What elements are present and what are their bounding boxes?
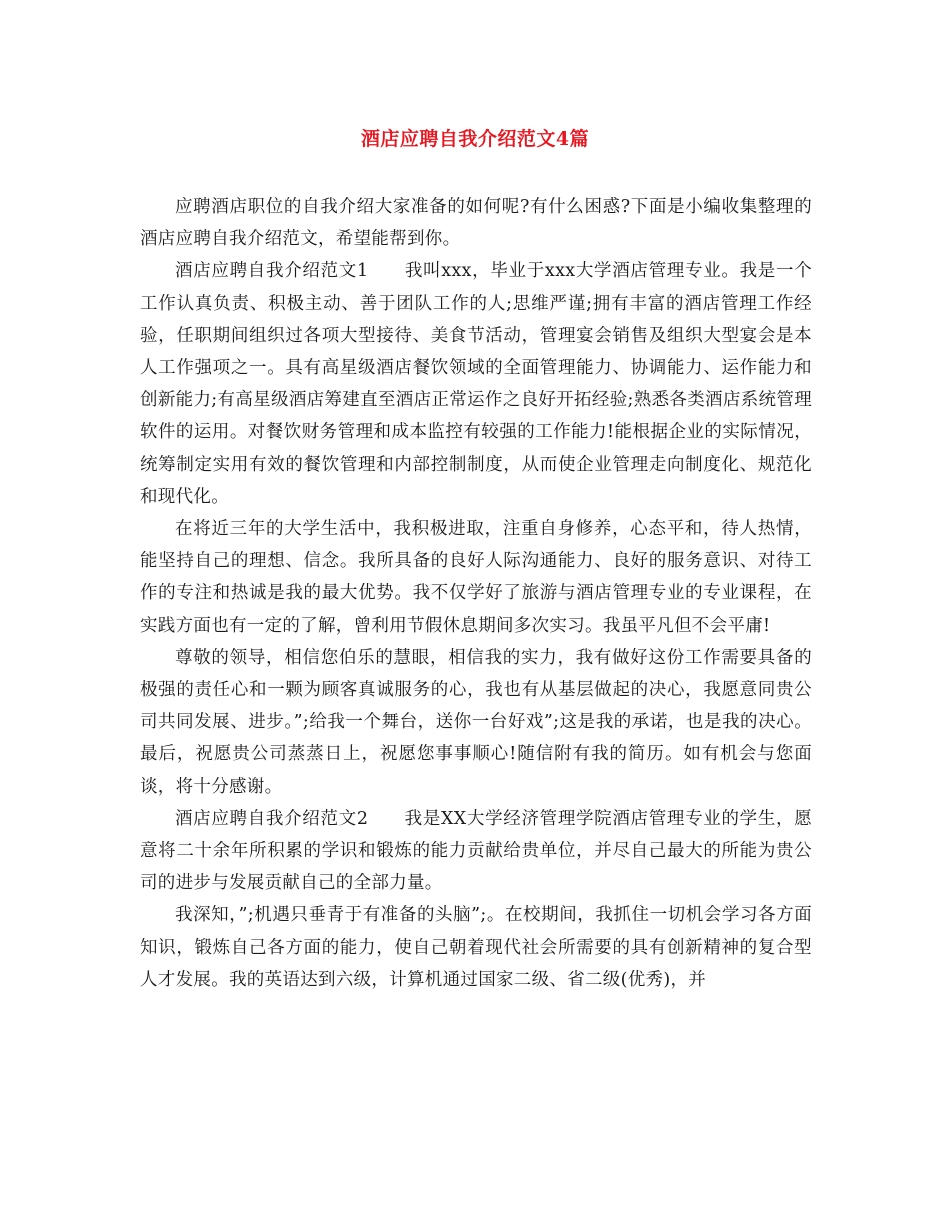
paragraph-text: 我是XX大学经济管理学院酒店管理专业的学生，愿意将二十余年所积累的学识和锻炼的能力贡献给贵单位，并尽自己最大的所能为贵公司的进步与发展贡献自己的全部力量。 [140, 808, 812, 894]
paragraph-school-period [140, 899, 812, 996]
section-heading: 酒店应聘自我介绍范文2 [175, 808, 369, 829]
paragraph-sample-2 [140, 803, 812, 900]
paragraph-text: 尊敬的领导，相信您伯乐的慧眼，相信我的实力，我有做好这份工作需要具备的极强的责任心和一颗为顾客真诚服务的心，我也有从基层做起的决心，我愿意同贵公司共同发展、进步。”;给我一个舞台，送你一台好戏”;这是我的承诺，也是我的决心。最后，祝愿贵公司蒸蒸日上，祝愿您事事顺心!随信附有我的简历。如有机会与您面谈，将十分感谢。 [140, 647, 812, 797]
document-body [140, 191, 812, 996]
paragraph-intro [140, 191, 812, 255]
section-heading: 酒店应聘自我介绍范文1 [175, 261, 369, 282]
paragraph-text: 我叫xxx，毕业于xxx大学酒店管理专业。我是一个工作认真负责、积极主动、善于团队工作的人;思维严谨;拥有丰富的酒店管理工作经验，任职期间组织过各项大型接待、美食节活动，管理宴会销售及组织大型宴会是本人工作强项之一。具有高星级酒店餐饮领域的全面管理能力、协调能力、运作能力和创新能力;有高星级酒店筹建直至酒店正常运作之良好开拓经验;熟悉各类酒店系统管理软件的运用。对餐饮财务管理和成本监控有较强的工作能力!能根据企业的实际情况，统筹制定实用有效的餐饮管理和内部控制制度，从而使企业管理走向制度化、规范化和现代化。 [140, 261, 812, 507]
paragraph-closing-1 [140, 642, 812, 803]
paragraph-sample-1 [140, 255, 812, 513]
document-title: 酒店应聘自我介绍范文4篇 [360, 128, 590, 150]
paragraph-text: 我深知，”;机遇只垂青于有准备的头脑”;。在校期间，我抓住一切机会学习各方面知识，锻炼自己各方面的能力，使自己朝着现代社会所需要的具有创新精神的复合型人才发展。我的英语达到六级，计算机通过国家二级、省二级(优秀)，并 [140, 905, 812, 990]
paragraph-text: 应聘酒店职位的自我介绍大家准备的如何呢?有什么困惑?下面是小编收集整理的酒店应聘自我介绍范文，希望能帮到你。 [140, 197, 812, 250]
paragraph-text: 在将近三年的大学生活中，我积极进取，注重自身修养，心态平和，待人热情，能坚持自己的理想、信念。我所具备的良好人际沟通能力、良好的服务意识、对待工作的专注和热诚是我的最大优势。我不仅学好了旅游与酒店管理专业的专业课程，在实践方面也有一定的了解，曾利用节假休息期间多次实习。我虽平凡但不会平庸! [140, 519, 812, 636]
paragraph-college-life [140, 513, 812, 642]
